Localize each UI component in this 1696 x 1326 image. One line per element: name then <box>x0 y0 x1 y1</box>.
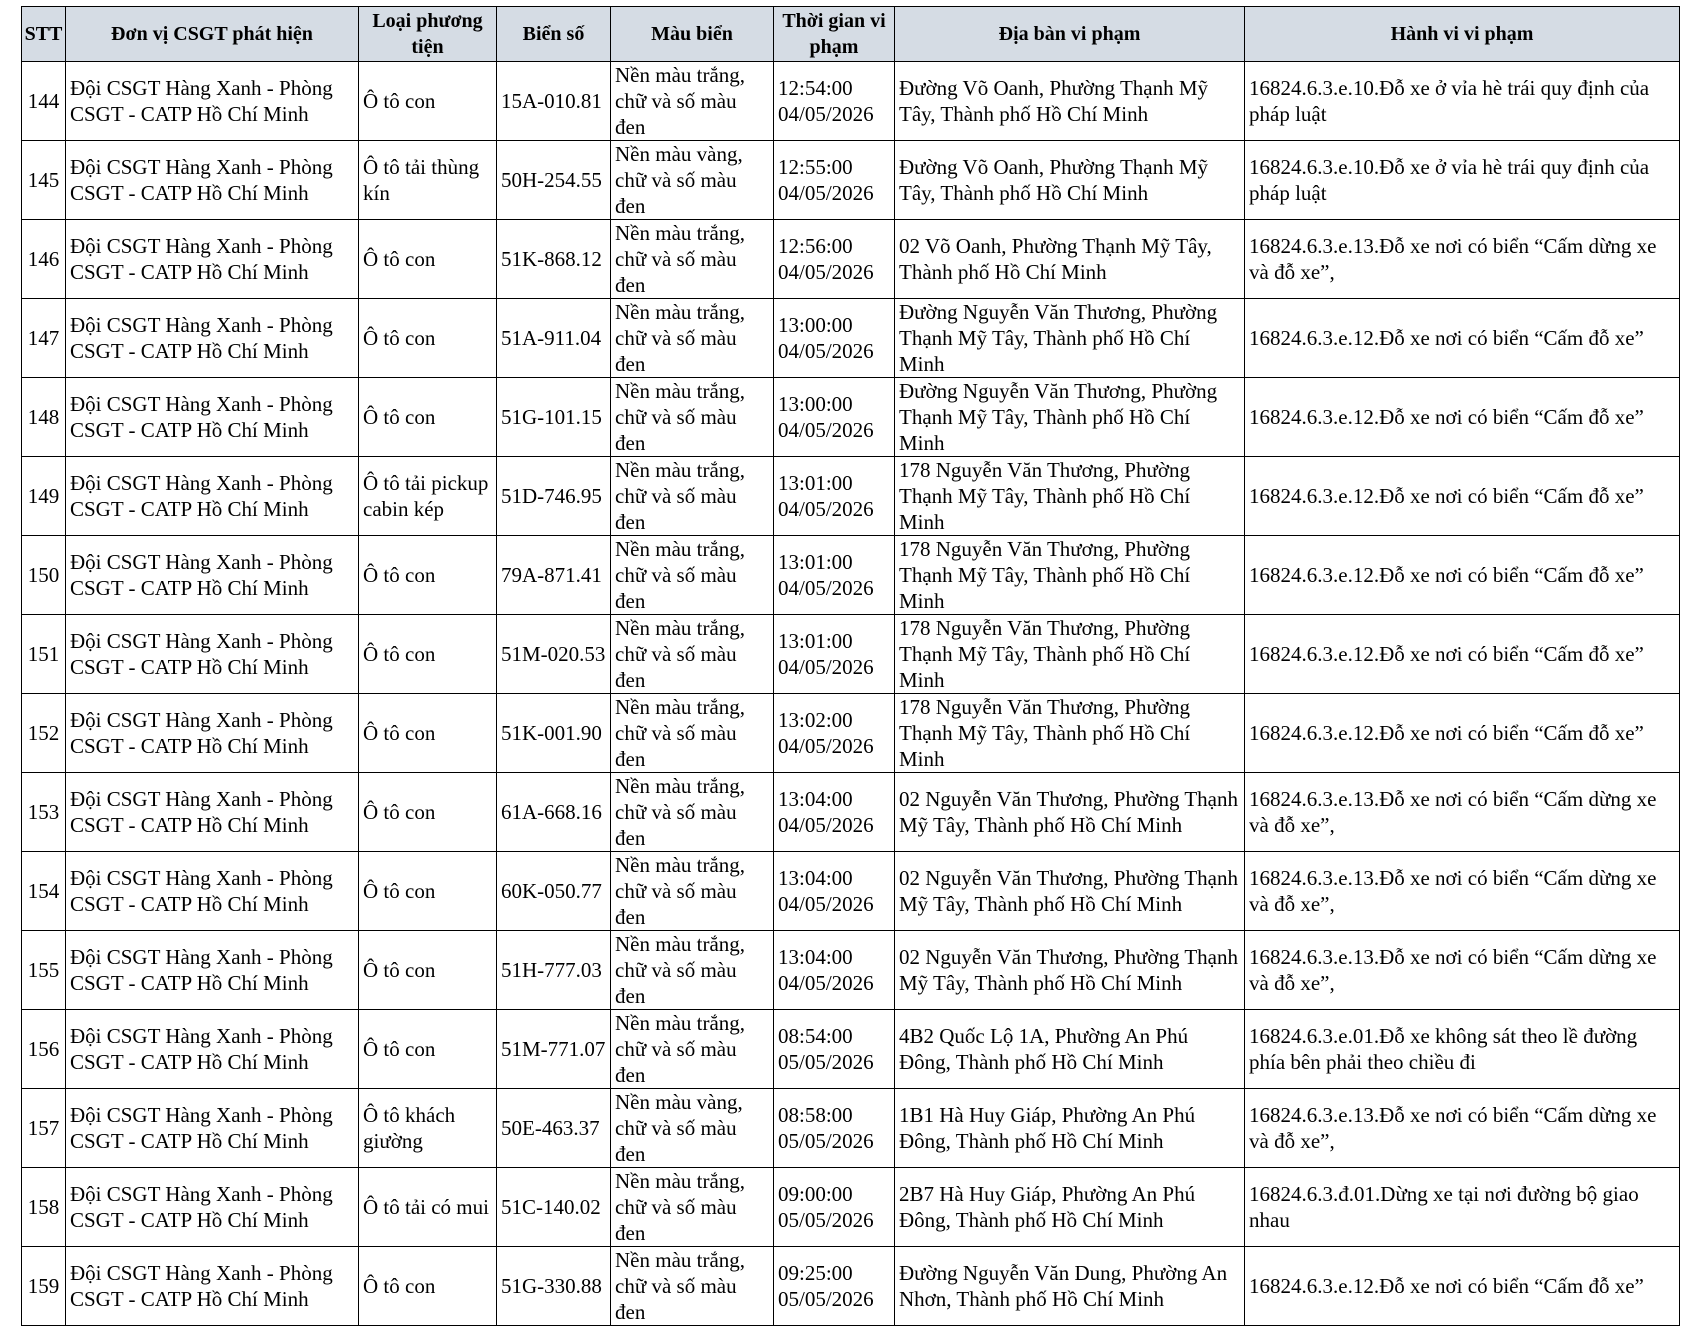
cell-vehicle: Ô tô tải có mui <box>359 1168 497 1247</box>
cell-time-date: 04/05/2026 <box>778 971 874 995</box>
cell-time-date: 04/05/2026 <box>778 181 874 205</box>
cell-stt: 147 <box>22 299 66 378</box>
cell-time <box>774 299 895 378</box>
cell-time-clock: 09:00:00 <box>778 1182 853 1206</box>
cell-violation: 16824.6.3.e.12.Đỗ xe nơi có biển “Cấm đỗ xe” <box>1245 615 1680 694</box>
cell-time-date: 04/05/2026 <box>778 102 874 126</box>
table-row <box>22 1168 1680 1247</box>
cell-time <box>774 852 895 931</box>
cell-time-date: 05/05/2026 <box>778 1287 874 1311</box>
cell-stt: 148 <box>22 378 66 457</box>
cell-time-clock: 09:25:00 <box>778 1261 853 1285</box>
cell-time-clock: 12:56:00 <box>778 234 853 258</box>
cell-time <box>774 141 895 220</box>
cell-plate: 51A-911.04 <box>497 299 611 378</box>
cell-violation: 16824.6.3.e.12.Đỗ xe nơi có biển “Cấm đỗ xe” <box>1245 299 1680 378</box>
cell-location: 2B7 Hà Huy Giáp, Phường An Phú Đông, Thành phố Hồ Chí Minh <box>895 1168 1245 1247</box>
cell-stt: 152 <box>22 694 66 773</box>
cell-location: Đường Nguyễn Văn Dung, Phường An Nhơn, Thành phố Hồ Chí Minh <box>895 1247 1245 1326</box>
cell-vehicle: Ô tô con <box>359 694 497 773</box>
cell-unit: Đội CSGT Hàng Xanh - Phòng CSGT - CATP Hồ Chí Minh <box>66 615 359 694</box>
cell-time <box>774 457 895 536</box>
cell-plate: 51M-020.53 <box>497 615 611 694</box>
cell-time-date: 04/05/2026 <box>778 497 874 521</box>
cell-stt: 155 <box>22 931 66 1010</box>
cell-plate: 15A-010.81 <box>497 62 611 141</box>
cell-plate-color: Nền màu trắng, chữ và số màu đen <box>611 378 774 457</box>
cell-vehicle: Ô tô tải thùng kín <box>359 141 497 220</box>
cell-time <box>774 931 895 1010</box>
cell-time-clock: 08:54:00 <box>778 1024 853 1048</box>
cell-unit: Đội CSGT Hàng Xanh - Phòng CSGT - CATP Hồ Chí Minh <box>66 694 359 773</box>
cell-stt: 146 <box>22 220 66 299</box>
table-row <box>22 773 1680 852</box>
cell-unit: Đội CSGT Hàng Xanh - Phòng CSGT - CATP Hồ Chí Minh <box>66 931 359 1010</box>
cell-time-clock: 13:00:00 <box>778 392 853 416</box>
cell-time-date: 05/05/2026 <box>778 1208 874 1232</box>
cell-vehicle: Ô tô con <box>359 1010 497 1089</box>
cell-time <box>774 1247 895 1326</box>
cell-unit: Đội CSGT Hàng Xanh - Phòng CSGT - CATP Hồ Chí Minh <box>66 1247 359 1326</box>
cell-unit: Đội CSGT Hàng Xanh - Phòng CSGT - CATP Hồ Chí Minh <box>66 1089 359 1168</box>
cell-violation: 16824.6.3.e.13.Đỗ xe nơi có biển “Cấm dừng xe và đỗ xe”, <box>1245 773 1680 852</box>
cell-time <box>774 536 895 615</box>
cell-violation: 16824.6.3.e.12.Đỗ xe nơi có biển “Cấm đỗ xe” <box>1245 536 1680 615</box>
column-header-vehicle: Loại phương tiện <box>359 7 497 62</box>
cell-vehicle: Ô tô con <box>359 773 497 852</box>
cell-violation: 16824.6.3.e.13.Đỗ xe nơi có biển “Cấm dừng xe và đỗ xe”, <box>1245 1089 1680 1168</box>
table-row <box>22 378 1680 457</box>
table-row <box>22 141 1680 220</box>
cell-location: 178 Nguyễn Văn Thương, Phường Thạnh Mỹ Tây, Thành phố Hồ Chí Minh <box>895 536 1245 615</box>
cell-violation: 16824.6.3.e.12.Đỗ xe nơi có biển “Cấm đỗ xe” <box>1245 1247 1680 1326</box>
cell-stt: 156 <box>22 1010 66 1089</box>
cell-plate: 51G-101.15 <box>497 378 611 457</box>
table-header-row <box>22 7 1680 62</box>
cell-stt: 145 <box>22 141 66 220</box>
column-header-plate-color: Màu biển <box>611 7 774 62</box>
cell-unit: Đội CSGT Hàng Xanh - Phòng CSGT - CATP Hồ Chí Minh <box>66 299 359 378</box>
column-header-time: Thời gian vi phạm <box>774 7 895 62</box>
cell-location: Đường Nguyễn Văn Thương, Phường Thạnh Mỹ Tây, Thành phố Hồ Chí Minh <box>895 378 1245 457</box>
column-header-unit: Đơn vị CSGT phát hiện <box>66 7 359 62</box>
cell-location: Đường Nguyễn Văn Thương, Phường Thạnh Mỹ Tây, Thành phố Hồ Chí Minh <box>895 299 1245 378</box>
cell-vehicle: Ô tô tải pickup cabin kép <box>359 457 497 536</box>
cell-time <box>774 1089 895 1168</box>
cell-stt: 144 <box>22 62 66 141</box>
cell-stt: 151 <box>22 615 66 694</box>
cell-time <box>774 615 895 694</box>
cell-unit: Đội CSGT Hàng Xanh - Phòng CSGT - CATP Hồ Chí Minh <box>66 536 359 615</box>
cell-stt: 154 <box>22 852 66 931</box>
table-row <box>22 457 1680 536</box>
cell-time <box>774 378 895 457</box>
cell-violation: 16824.6.3.e.12.Đỗ xe nơi có biển “Cấm đỗ xe” <box>1245 457 1680 536</box>
cell-vehicle: Ô tô con <box>359 299 497 378</box>
cell-time <box>774 1168 895 1247</box>
cell-violation: 16824.6.3.e.12.Đỗ xe nơi có biển “Cấm đỗ xe” <box>1245 694 1680 773</box>
cell-plate-color: Nền màu vàng, chữ và số màu đen <box>611 1089 774 1168</box>
cell-time-date: 04/05/2026 <box>778 260 874 284</box>
table-row <box>22 1247 1680 1326</box>
cell-time <box>774 694 895 773</box>
cell-vehicle: Ô tô con <box>359 378 497 457</box>
table-row <box>22 220 1680 299</box>
cell-vehicle: Ô tô con <box>359 220 497 299</box>
cell-violation: 16824.6.3.e.13.Đỗ xe nơi có biển “Cấm dừng xe và đỗ xe”, <box>1245 931 1680 1010</box>
table-body <box>22 62 1680 1326</box>
cell-stt: 153 <box>22 773 66 852</box>
cell-time-clock: 13:01:00 <box>778 550 853 574</box>
cell-vehicle: Ô tô con <box>359 615 497 694</box>
cell-time-clock: 13:01:00 <box>778 471 853 495</box>
cell-time-date: 04/05/2026 <box>778 418 874 442</box>
cell-stt: 149 <box>22 457 66 536</box>
cell-time-date: 04/05/2026 <box>778 813 874 837</box>
cell-violation: 16824.6.3.e.01.Đỗ xe không sát theo lề đường phía bên phải theo chiều đi <box>1245 1010 1680 1089</box>
table-row <box>22 615 1680 694</box>
table-row <box>22 694 1680 773</box>
cell-location: 02 Nguyễn Văn Thương, Phường Thạnh Mỹ Tây, Thành phố Hồ Chí Minh <box>895 773 1245 852</box>
cell-stt: 159 <box>22 1247 66 1326</box>
cell-time-date: 04/05/2026 <box>778 734 874 758</box>
cell-location: 178 Nguyễn Văn Thương, Phường Thạnh Mỹ Tây, Thành phố Hồ Chí Minh <box>895 694 1245 773</box>
cell-plate-color: Nền màu trắng, chữ và số màu đen <box>611 694 774 773</box>
cell-plate-color: Nền màu trắng, chữ và số màu đen <box>611 773 774 852</box>
violations-table <box>21 6 1680 1326</box>
cell-time-clock: 13:04:00 <box>778 945 853 969</box>
cell-plate-color: Nền màu trắng, chữ và số màu đen <box>611 457 774 536</box>
cell-violation: 16824.6.3.e.13.Đỗ xe nơi có biển “Cấm dừng xe và đỗ xe”, <box>1245 220 1680 299</box>
cell-unit: Đội CSGT Hàng Xanh - Phòng CSGT - CATP Hồ Chí Minh <box>66 1010 359 1089</box>
cell-plate: 61A-668.16 <box>497 773 611 852</box>
cell-location: 178 Nguyễn Văn Thương, Phường Thạnh Mỹ Tây, Thành phố Hồ Chí Minh <box>895 457 1245 536</box>
cell-unit: Đội CSGT Hàng Xanh - Phòng CSGT - CATP Hồ Chí Minh <box>66 1168 359 1247</box>
cell-time-clock: 12:54:00 <box>778 76 853 100</box>
table-row <box>22 536 1680 615</box>
cell-plate: 51C-140.02 <box>497 1168 611 1247</box>
cell-unit: Đội CSGT Hàng Xanh - Phòng CSGT - CATP Hồ Chí Minh <box>66 457 359 536</box>
cell-time-clock: 08:58:00 <box>778 1103 853 1127</box>
table-row <box>22 299 1680 378</box>
cell-plate: 60K-050.77 <box>497 852 611 931</box>
column-header-plate: Biển số <box>497 7 611 62</box>
cell-location: 1B1 Hà Huy Giáp, Phường An Phú Đông, Thành phố Hồ Chí Minh <box>895 1089 1245 1168</box>
cell-unit: Đội CSGT Hàng Xanh - Phòng CSGT - CATP Hồ Chí Minh <box>66 378 359 457</box>
cell-stt: 157 <box>22 1089 66 1168</box>
cell-plate: 50H-254.55 <box>497 141 611 220</box>
cell-plate: 51G-330.88 <box>497 1247 611 1326</box>
cell-time <box>774 1010 895 1089</box>
cell-plate-color: Nền màu trắng, chữ và số màu đen <box>611 299 774 378</box>
table-row <box>22 852 1680 931</box>
cell-time-date: 04/05/2026 <box>778 576 874 600</box>
cell-vehicle: Ô tô con <box>359 1247 497 1326</box>
cell-vehicle: Ô tô con <box>359 62 497 141</box>
cell-location: Đường Võ Oanh, Phường Thạnh Mỹ Tây, Thành phố Hồ Chí Minh <box>895 62 1245 141</box>
table-row <box>22 1010 1680 1089</box>
cell-time-date: 04/05/2026 <box>778 655 874 679</box>
cell-plate-color: Nền màu trắng, chữ và số màu đen <box>611 1010 774 1089</box>
cell-time-clock: 13:04:00 <box>778 787 853 811</box>
cell-violation: 16824.6.3.đ.01.Dừng xe tại nơi đường bộ giao nhau <box>1245 1168 1680 1247</box>
cell-location: 02 Nguyễn Văn Thương, Phường Thạnh Mỹ Tây, Thành phố Hồ Chí Minh <box>895 852 1245 931</box>
cell-vehicle: Ô tô khách giường <box>359 1089 497 1168</box>
cell-vehicle: Ô tô con <box>359 536 497 615</box>
cell-plate: 51H-777.03 <box>497 931 611 1010</box>
cell-vehicle: Ô tô con <box>359 931 497 1010</box>
column-header-location: Địa bàn vi phạm <box>895 7 1245 62</box>
cell-plate: 79A-871.41 <box>497 536 611 615</box>
cell-violation: 16824.6.3.e.10.Đỗ xe ở vỉa hè trái quy định của pháp luật <box>1245 141 1680 220</box>
cell-plate: 51K-001.90 <box>497 694 611 773</box>
cell-time-clock: 13:01:00 <box>778 629 853 653</box>
cell-time-date: 05/05/2026 <box>778 1129 874 1153</box>
cell-time-clock: 13:04:00 <box>778 866 853 890</box>
cell-plate: 51D-746.95 <box>497 457 611 536</box>
cell-time <box>774 62 895 141</box>
cell-stt: 150 <box>22 536 66 615</box>
cell-plate: 51K-868.12 <box>497 220 611 299</box>
cell-plate-color: Nền màu trắng, chữ và số màu đen <box>611 931 774 1010</box>
cell-location: 02 Võ Oanh, Phường Thạnh Mỹ Tây, Thành phố Hồ Chí Minh <box>895 220 1245 299</box>
cell-plate-color: Nền màu trắng, chữ và số màu đen <box>611 536 774 615</box>
cell-plate: 50E-463.37 <box>497 1089 611 1168</box>
cell-plate-color: Nền màu trắng, chữ và số màu đen <box>611 220 774 299</box>
cell-plate-color: Nền màu trắng, chữ và số màu đen <box>611 1247 774 1326</box>
cell-location: 4B2 Quốc Lộ 1A, Phường An Phú Đông, Thành phố Hồ Chí Minh <box>895 1010 1245 1089</box>
cell-unit: Đội CSGT Hàng Xanh - Phòng CSGT - CATP Hồ Chí Minh <box>66 141 359 220</box>
cell-time-date: 04/05/2026 <box>778 892 874 916</box>
cell-location: Đường Võ Oanh, Phường Thạnh Mỹ Tây, Thành phố Hồ Chí Minh <box>895 141 1245 220</box>
cell-plate-color: Nền màu trắng, chữ và số màu đen <box>611 615 774 694</box>
cell-time-clock: 13:02:00 <box>778 708 853 732</box>
cell-stt: 158 <box>22 1168 66 1247</box>
cell-plate-color: Nền màu vàng, chữ và số màu đen <box>611 141 774 220</box>
cell-unit: Đội CSGT Hàng Xanh - Phòng CSGT - CATP Hồ Chí Minh <box>66 62 359 141</box>
cell-unit: Đội CSGT Hàng Xanh - Phòng CSGT - CATP Hồ Chí Minh <box>66 852 359 931</box>
cell-time-clock: 12:55:00 <box>778 155 853 179</box>
cell-plate-color: Nền màu trắng, chữ và số màu đen <box>611 62 774 141</box>
column-header-violation: Hành vi vi phạm <box>1245 7 1680 62</box>
cell-plate-color: Nền màu trắng, chữ và số màu đen <box>611 1168 774 1247</box>
table-row <box>22 62 1680 141</box>
cell-violation: 16824.6.3.e.13.Đỗ xe nơi có biển “Cấm dừng xe và đỗ xe”, <box>1245 852 1680 931</box>
cell-violation: 16824.6.3.e.10.Đỗ xe ở vỉa hè trái quy định của pháp luật <box>1245 62 1680 141</box>
cell-time-date: 05/05/2026 <box>778 1050 874 1074</box>
table-row <box>22 1089 1680 1168</box>
column-header-stt: STT <box>22 7 66 62</box>
cell-time <box>774 220 895 299</box>
cell-location: 02 Nguyễn Văn Thương, Phường Thạnh Mỹ Tây, Thành phố Hồ Chí Minh <box>895 931 1245 1010</box>
cell-plate: 51M-771.07 <box>497 1010 611 1089</box>
cell-violation: 16824.6.3.e.12.Đỗ xe nơi có biển “Cấm đỗ xe” <box>1245 378 1680 457</box>
cell-time <box>774 773 895 852</box>
cell-location: 178 Nguyễn Văn Thương, Phường Thạnh Mỹ Tây, Thành phố Hồ Chí Minh <box>895 615 1245 694</box>
cell-vehicle: Ô tô con <box>359 852 497 931</box>
cell-unit: Đội CSGT Hàng Xanh - Phòng CSGT - CATP Hồ Chí Minh <box>66 773 359 852</box>
cell-plate-color: Nền màu trắng, chữ và số màu đen <box>611 852 774 931</box>
table-row <box>22 931 1680 1010</box>
cell-time-clock: 13:00:00 <box>778 313 853 337</box>
cell-unit: Đội CSGT Hàng Xanh - Phòng CSGT - CATP Hồ Chí Minh <box>66 220 359 299</box>
cell-time-date: 04/05/2026 <box>778 339 874 363</box>
